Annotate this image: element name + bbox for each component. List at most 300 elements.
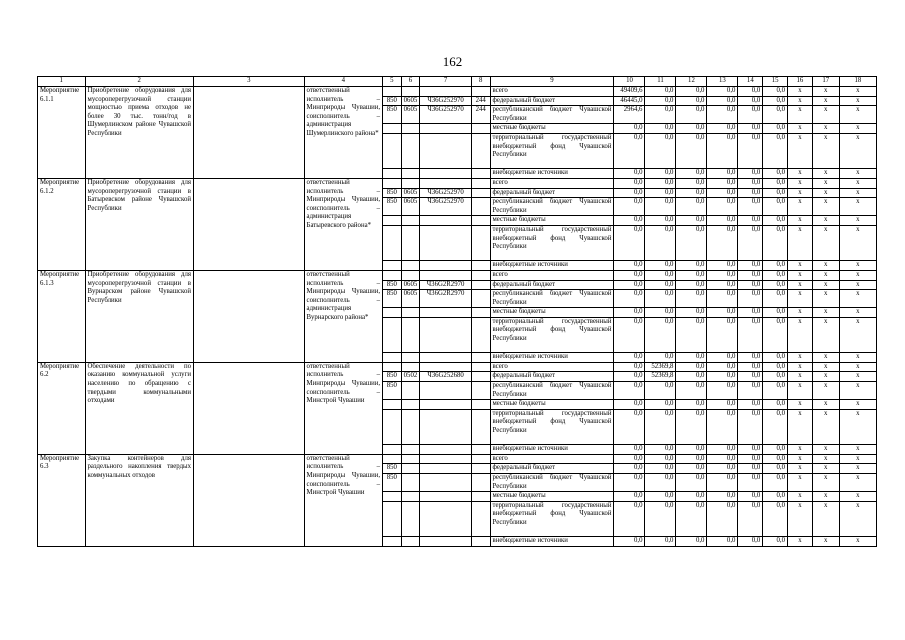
- value-cell: x: [839, 362, 876, 372]
- funding-source: всего: [490, 178, 614, 188]
- value-cell: 0,0: [645, 225, 676, 260]
- activity-empty: [194, 87, 305, 179]
- budget-code-cell: 850: [383, 96, 402, 106]
- budget-code-cell: [471, 445, 490, 455]
- value-cell: 0,0: [763, 501, 788, 536]
- activity-name: Приобретение оборудования для мусороперегрузочной станции мощностью приема отходов не более 30 тыс. тонн/год в Шумерлинском районе Чувашской Республики: [85, 87, 193, 179]
- budget-code-cell: 0605: [401, 280, 420, 290]
- budget-code-cell: [383, 362, 402, 372]
- value-cell: 0,0: [738, 317, 763, 352]
- budget-code-cell: [471, 216, 490, 226]
- budget-code-cell: 850: [383, 474, 402, 492]
- value-cell: x: [812, 317, 839, 352]
- budget-code-cell: 850: [383, 464, 402, 474]
- value-cell: x: [788, 178, 813, 188]
- budget-code-cell: [471, 454, 490, 464]
- budget-code-cell: [471, 169, 490, 179]
- value-cell: x: [788, 216, 813, 226]
- value-cell: 0,0: [676, 400, 707, 410]
- value-cell: 0,0: [676, 409, 707, 444]
- budget-code-cell: [471, 400, 490, 410]
- value-cell: x: [839, 216, 876, 226]
- value-cell: 0,0: [738, 280, 763, 290]
- budget-code-cell: [420, 225, 472, 260]
- budget-code-cell: [471, 492, 490, 502]
- value-cell: 0,0: [676, 87, 707, 97]
- value-cell: 0,0: [676, 382, 707, 400]
- budget-code-cell: [420, 362, 472, 372]
- activity-empty: [194, 270, 305, 362]
- table-row: [38, 454, 877, 464]
- value-cell: x: [812, 261, 839, 271]
- value-cell: 0,0: [676, 188, 707, 198]
- value-cell: x: [812, 382, 839, 400]
- value-cell: x: [788, 492, 813, 502]
- budget-code-cell: [420, 445, 472, 455]
- activity-empty: [194, 454, 305, 546]
- activity-empty: [194, 178, 305, 270]
- value-cell: 0,0: [645, 106, 676, 124]
- budget-code-cell: 850: [383, 106, 402, 124]
- budget-code-cell: [383, 261, 402, 271]
- value-cell: x: [839, 225, 876, 260]
- value-cell: 0,0: [676, 308, 707, 318]
- budget-code-cell: 850: [383, 280, 402, 290]
- value-cell: 0,0: [614, 362, 645, 372]
- value-cell: 0,0: [645, 87, 676, 97]
- value-cell: 0,0: [614, 178, 645, 188]
- activity-id: Мероприятие 6.3: [38, 454, 86, 546]
- value-cell: 0,0: [707, 454, 738, 464]
- value-cell: x: [788, 474, 813, 492]
- value-cell: 0,0: [614, 124, 645, 134]
- budget-code-cell: [401, 474, 420, 492]
- value-cell: 0,0: [707, 87, 738, 97]
- value-cell: 0,0: [707, 382, 738, 400]
- budget-code-cell: [401, 133, 420, 168]
- value-cell: x: [839, 308, 876, 318]
- value-cell: 0,0: [614, 169, 645, 179]
- value-cell: 0,0: [676, 198, 707, 216]
- activity-empty: [194, 362, 305, 454]
- value-cell: 0,0: [614, 353, 645, 363]
- value-cell: x: [839, 382, 876, 400]
- value-cell: 0,0: [676, 317, 707, 352]
- value-cell: 0,0: [645, 188, 676, 198]
- value-cell: 0,0: [645, 464, 676, 474]
- value-cell: 0,0: [645, 261, 676, 271]
- value-cell: x: [788, 501, 813, 536]
- value-cell: 0,0: [614, 372, 645, 382]
- column-number: 5: [383, 77, 402, 87]
- value-cell: 0,0: [645, 474, 676, 492]
- value-cell: 0,0: [763, 372, 788, 382]
- value-cell: 0,0: [763, 409, 788, 444]
- value-cell: 0,0: [707, 261, 738, 271]
- budget-code-cell: Ч36G252680: [420, 372, 472, 382]
- value-cell: 0,0: [676, 474, 707, 492]
- funding-source: внебюджетные источники: [490, 445, 614, 455]
- budget-code-cell: [420, 537, 472, 547]
- value-cell: x: [788, 372, 813, 382]
- value-cell: 0,0: [763, 261, 788, 271]
- budget-code-cell: 244: [471, 96, 490, 106]
- value-cell: x: [839, 353, 876, 363]
- value-cell: 0,0: [707, 225, 738, 260]
- value-cell: x: [788, 409, 813, 444]
- value-cell: 0,0: [738, 308, 763, 318]
- value-cell: 0,0: [763, 124, 788, 134]
- value-cell: 0,0: [676, 133, 707, 168]
- budget-code-cell: [420, 400, 472, 410]
- activity-name: Приобретение оборудования для мусороперегрузочной станции в Батыревском районе Чувашской Республики: [85, 178, 193, 270]
- value-cell: 0,0: [676, 464, 707, 474]
- value-cell: 0,0: [763, 216, 788, 226]
- value-cell: x: [788, 124, 813, 134]
- value-cell: 0,0: [738, 270, 763, 280]
- budget-code-cell: [383, 492, 402, 502]
- budget-code-cell: [401, 353, 420, 363]
- value-cell: 0,0: [738, 409, 763, 444]
- value-cell: x: [812, 198, 839, 216]
- activity-executor: ответственный исполнитель – Минприроды Чувашии, соисполнитель – администрация Батыревского района*: [304, 178, 383, 270]
- value-cell: x: [839, 87, 876, 97]
- value-cell: 0,0: [614, 280, 645, 290]
- value-cell: 0,0: [763, 133, 788, 168]
- value-cell: 0,0: [763, 280, 788, 290]
- funding-source: федеральный бюджет: [490, 96, 614, 106]
- column-number: 13: [707, 77, 738, 87]
- value-cell: 0,0: [763, 198, 788, 216]
- value-cell: 0,0: [645, 501, 676, 536]
- value-cell: x: [788, 353, 813, 363]
- program-activities-table: [37, 76, 877, 547]
- budget-code-cell: [471, 261, 490, 271]
- value-cell: x: [839, 537, 876, 547]
- value-cell: 0,0: [763, 474, 788, 492]
- value-cell: 0,0: [676, 178, 707, 188]
- value-cell: x: [839, 492, 876, 502]
- value-cell: x: [788, 106, 813, 124]
- budget-code-cell: 0605: [401, 96, 420, 106]
- value-cell: 52369,8: [645, 372, 676, 382]
- value-cell: 0,0: [645, 492, 676, 502]
- column-number: 16: [788, 77, 813, 87]
- budget-code-cell: [401, 261, 420, 271]
- value-cell: x: [788, 382, 813, 400]
- value-cell: x: [812, 133, 839, 168]
- value-cell: 0,0: [763, 382, 788, 400]
- activity-name: Закупка контейнеров для раздельного накопления твердых коммунальных отходов: [85, 454, 193, 546]
- value-cell: x: [788, 362, 813, 372]
- value-cell: 0,0: [738, 261, 763, 271]
- budget-code-cell: [471, 464, 490, 474]
- budget-code-cell: [471, 353, 490, 363]
- budget-code-cell: 850: [383, 372, 402, 382]
- value-cell: 0,0: [707, 106, 738, 124]
- value-cell: 0,0: [645, 96, 676, 106]
- funding-source: федеральный бюджет: [490, 372, 614, 382]
- column-number: 10: [614, 77, 645, 87]
- budget-code-cell: 0605: [401, 290, 420, 308]
- budget-code-cell: [383, 133, 402, 168]
- funding-source: территориальный государственный внебюджетный фонд Чувашской Республики: [490, 317, 614, 352]
- funding-source: местные бюджеты: [490, 308, 614, 318]
- value-cell: 0,0: [614, 454, 645, 464]
- value-cell: 0,0: [614, 317, 645, 352]
- value-cell: 0,0: [738, 501, 763, 536]
- value-cell: x: [788, 537, 813, 547]
- value-cell: 0,0: [676, 225, 707, 260]
- value-cell: x: [812, 372, 839, 382]
- value-cell: 0,0: [707, 317, 738, 352]
- value-cell: x: [839, 169, 876, 179]
- budget-code-cell: [420, 353, 472, 363]
- budget-code-cell: [401, 445, 420, 455]
- value-cell: x: [839, 372, 876, 382]
- budget-code-cell: [471, 280, 490, 290]
- value-cell: x: [812, 501, 839, 536]
- budget-code-cell: 850: [383, 188, 402, 198]
- value-cell: 0,0: [645, 382, 676, 400]
- value-cell: x: [839, 290, 876, 308]
- value-cell: x: [812, 474, 839, 492]
- budget-code-cell: [420, 454, 472, 464]
- value-cell: 0,0: [614, 464, 645, 474]
- value-cell: x: [839, 133, 876, 168]
- budget-code-cell: [471, 409, 490, 444]
- value-cell: 0,0: [645, 353, 676, 363]
- value-cell: 0,0: [614, 225, 645, 260]
- value-cell: 0,0: [707, 353, 738, 363]
- value-cell: 0,0: [763, 87, 788, 97]
- budget-code-cell: [401, 225, 420, 260]
- value-cell: 0,0: [707, 133, 738, 168]
- budget-code-cell: [471, 124, 490, 134]
- value-cell: x: [788, 454, 813, 464]
- activity-executor: ответственный исполнитель – Минприроды Чувашии, соисполнитель – Минстрой Чувашии: [304, 362, 383, 454]
- column-number: 4: [304, 77, 383, 87]
- value-cell: 0,0: [614, 537, 645, 547]
- budget-code-cell: [383, 124, 402, 134]
- budget-code-cell: [401, 492, 420, 502]
- value-cell: 0,0: [614, 133, 645, 168]
- funding-source: внебюджетные источники: [490, 537, 614, 547]
- value-cell: 0,0: [676, 454, 707, 464]
- budget-code-cell: 0605: [401, 188, 420, 198]
- budget-code-cell: [471, 317, 490, 352]
- budget-code-cell: [420, 382, 472, 400]
- table-row: [38, 270, 877, 280]
- column-number: 1: [38, 77, 86, 87]
- value-cell: 0,0: [707, 198, 738, 216]
- budget-code-cell: [471, 198, 490, 216]
- value-cell: 0,0: [707, 290, 738, 308]
- budget-code-cell: [383, 270, 402, 280]
- column-number: 6: [401, 77, 420, 87]
- value-cell: 0,0: [707, 96, 738, 106]
- value-cell: 0,0: [707, 270, 738, 280]
- value-cell: 0,0: [645, 280, 676, 290]
- table-row: [38, 178, 877, 188]
- value-cell: x: [812, 308, 839, 318]
- value-cell: x: [812, 537, 839, 547]
- value-cell: 0,0: [614, 409, 645, 444]
- budget-code-cell: [383, 216, 402, 226]
- activity-name: Приобретение оборудования для мусороперегрузочной станции в Вурнарском районе Чувашской Республики: [85, 270, 193, 362]
- value-cell: x: [839, 106, 876, 124]
- value-cell: 0,0: [738, 537, 763, 547]
- value-cell: x: [839, 270, 876, 280]
- value-cell: 0,0: [645, 124, 676, 134]
- value-cell: x: [788, 280, 813, 290]
- value-cell: 0,0: [707, 464, 738, 474]
- budget-code-cell: [401, 308, 420, 318]
- value-cell: 0,0: [707, 216, 738, 226]
- budget-code-cell: Ч36G252970: [420, 188, 472, 198]
- budget-code-cell: [383, 308, 402, 318]
- value-cell: 0,0: [614, 198, 645, 216]
- value-cell: x: [812, 178, 839, 188]
- budget-code-cell: 0605: [401, 106, 420, 124]
- funding-source: внебюджетные источники: [490, 261, 614, 271]
- value-cell: x: [839, 464, 876, 474]
- value-cell: x: [812, 225, 839, 260]
- value-cell: x: [839, 280, 876, 290]
- value-cell: x: [812, 270, 839, 280]
- value-cell: 0,0: [645, 308, 676, 318]
- funding-source: республиканский бюджет Чувашской Республики: [490, 290, 614, 308]
- value-cell: x: [788, 225, 813, 260]
- budget-code-cell: [471, 382, 490, 400]
- budget-code-cell: [401, 216, 420, 226]
- budget-code-cell: Ч36G252970: [420, 106, 472, 124]
- value-cell: x: [812, 454, 839, 464]
- funding-source: федеральный бюджет: [490, 188, 614, 198]
- value-cell: 0,0: [738, 225, 763, 260]
- value-cell: x: [812, 400, 839, 410]
- value-cell: 0,0: [676, 280, 707, 290]
- value-cell: 0,0: [763, 537, 788, 547]
- value-cell: 0,0: [707, 537, 738, 547]
- value-cell: x: [839, 317, 876, 352]
- budget-code-cell: Ч36G252970: [420, 96, 472, 106]
- budget-code-cell: [471, 501, 490, 536]
- budget-code-cell: [471, 362, 490, 372]
- value-cell: x: [788, 133, 813, 168]
- budget-code-cell: [420, 464, 472, 474]
- value-cell: x: [812, 464, 839, 474]
- value-cell: 0,0: [763, 362, 788, 372]
- value-cell: 0,0: [645, 445, 676, 455]
- activity-id: Мероприятие 6.2: [38, 362, 86, 454]
- budget-code-cell: [383, 454, 402, 464]
- value-cell: 0,0: [614, 501, 645, 536]
- value-cell: 0,0: [645, 409, 676, 444]
- value-cell: x: [812, 106, 839, 124]
- value-cell: 0,0: [738, 169, 763, 179]
- value-cell: 0,0: [763, 308, 788, 318]
- value-cell: 0,0: [763, 225, 788, 260]
- column-number: 12: [676, 77, 707, 87]
- value-cell: 0,0: [676, 290, 707, 308]
- value-cell: 0,0: [738, 198, 763, 216]
- activity-name: Обеспечение деятельности по оказанию коммунальной услуги населению по обращению с твердыми коммунальными отходами: [85, 362, 193, 454]
- budget-code-cell: [401, 501, 420, 536]
- column-number-row: [38, 77, 877, 87]
- budget-code-cell: Ч36G252970: [420, 198, 472, 216]
- value-cell: 0,0: [676, 96, 707, 106]
- budget-code-cell: [383, 353, 402, 363]
- value-cell: x: [812, 87, 839, 97]
- value-cell: x: [788, 464, 813, 474]
- value-cell: x: [839, 400, 876, 410]
- value-cell: x: [788, 96, 813, 106]
- value-cell: 0,0: [707, 362, 738, 372]
- budget-code-cell: [401, 382, 420, 400]
- activity-id: Мероприятие 6.1.1: [38, 87, 86, 179]
- value-cell: x: [812, 353, 839, 363]
- budget-code-cell: 850: [383, 198, 402, 216]
- value-cell: 0,0: [763, 317, 788, 352]
- value-cell: 0,0: [707, 124, 738, 134]
- activity-executor: ответственный исполнитель – Минприроды Чувашии, соисполнитель – администрация Вурнарского района*: [304, 270, 383, 362]
- value-cell: 0,0: [707, 492, 738, 502]
- budget-code-cell: [383, 409, 402, 444]
- value-cell: x: [788, 308, 813, 318]
- value-cell: 0,0: [738, 353, 763, 363]
- activity-executor: ответственный исполнитель – Минприроды Чувашии, соисполнитель – Минстрой Чувашии: [304, 454, 383, 546]
- value-cell: x: [839, 261, 876, 271]
- value-cell: x: [812, 445, 839, 455]
- column-number: 8: [471, 77, 490, 87]
- budget-code-cell: [383, 169, 402, 179]
- value-cell: x: [839, 445, 876, 455]
- column-number: 7: [420, 77, 472, 87]
- value-cell: 0,0: [676, 124, 707, 134]
- value-cell: 0,0: [738, 464, 763, 474]
- value-cell: x: [812, 169, 839, 179]
- funding-source: местные бюджеты: [490, 216, 614, 226]
- value-cell: 46445,0: [614, 96, 645, 106]
- budget-code-cell: [471, 270, 490, 280]
- budget-code-cell: [383, 501, 402, 536]
- activity-id: Мероприятие 6.1.2: [38, 178, 86, 270]
- value-cell: 0,0: [763, 400, 788, 410]
- value-cell: 0,0: [707, 178, 738, 188]
- budget-code-cell: [471, 225, 490, 260]
- funding-source: республиканский бюджет Чувашской Республики: [490, 198, 614, 216]
- value-cell: 0,0: [614, 188, 645, 198]
- budget-code-cell: [401, 362, 420, 372]
- value-cell: 0,0: [763, 178, 788, 188]
- budget-code-cell: [420, 216, 472, 226]
- value-cell: 0,0: [614, 290, 645, 308]
- value-cell: 0,0: [614, 216, 645, 226]
- funding-source: внебюджетные источники: [490, 169, 614, 179]
- value-cell: 0,0: [645, 169, 676, 179]
- funding-source: территориальный государственный внебюджетный фонд Чувашской Республики: [490, 225, 614, 260]
- value-cell: 2964,6: [614, 106, 645, 124]
- funding-source: внебюджетные источники: [490, 353, 614, 363]
- value-cell: x: [839, 96, 876, 106]
- budget-code-cell: [383, 317, 402, 352]
- value-cell: 52369,8: [645, 362, 676, 372]
- value-cell: x: [839, 474, 876, 492]
- value-cell: x: [812, 188, 839, 198]
- value-cell: 0,0: [707, 188, 738, 198]
- budget-code-cell: [401, 400, 420, 410]
